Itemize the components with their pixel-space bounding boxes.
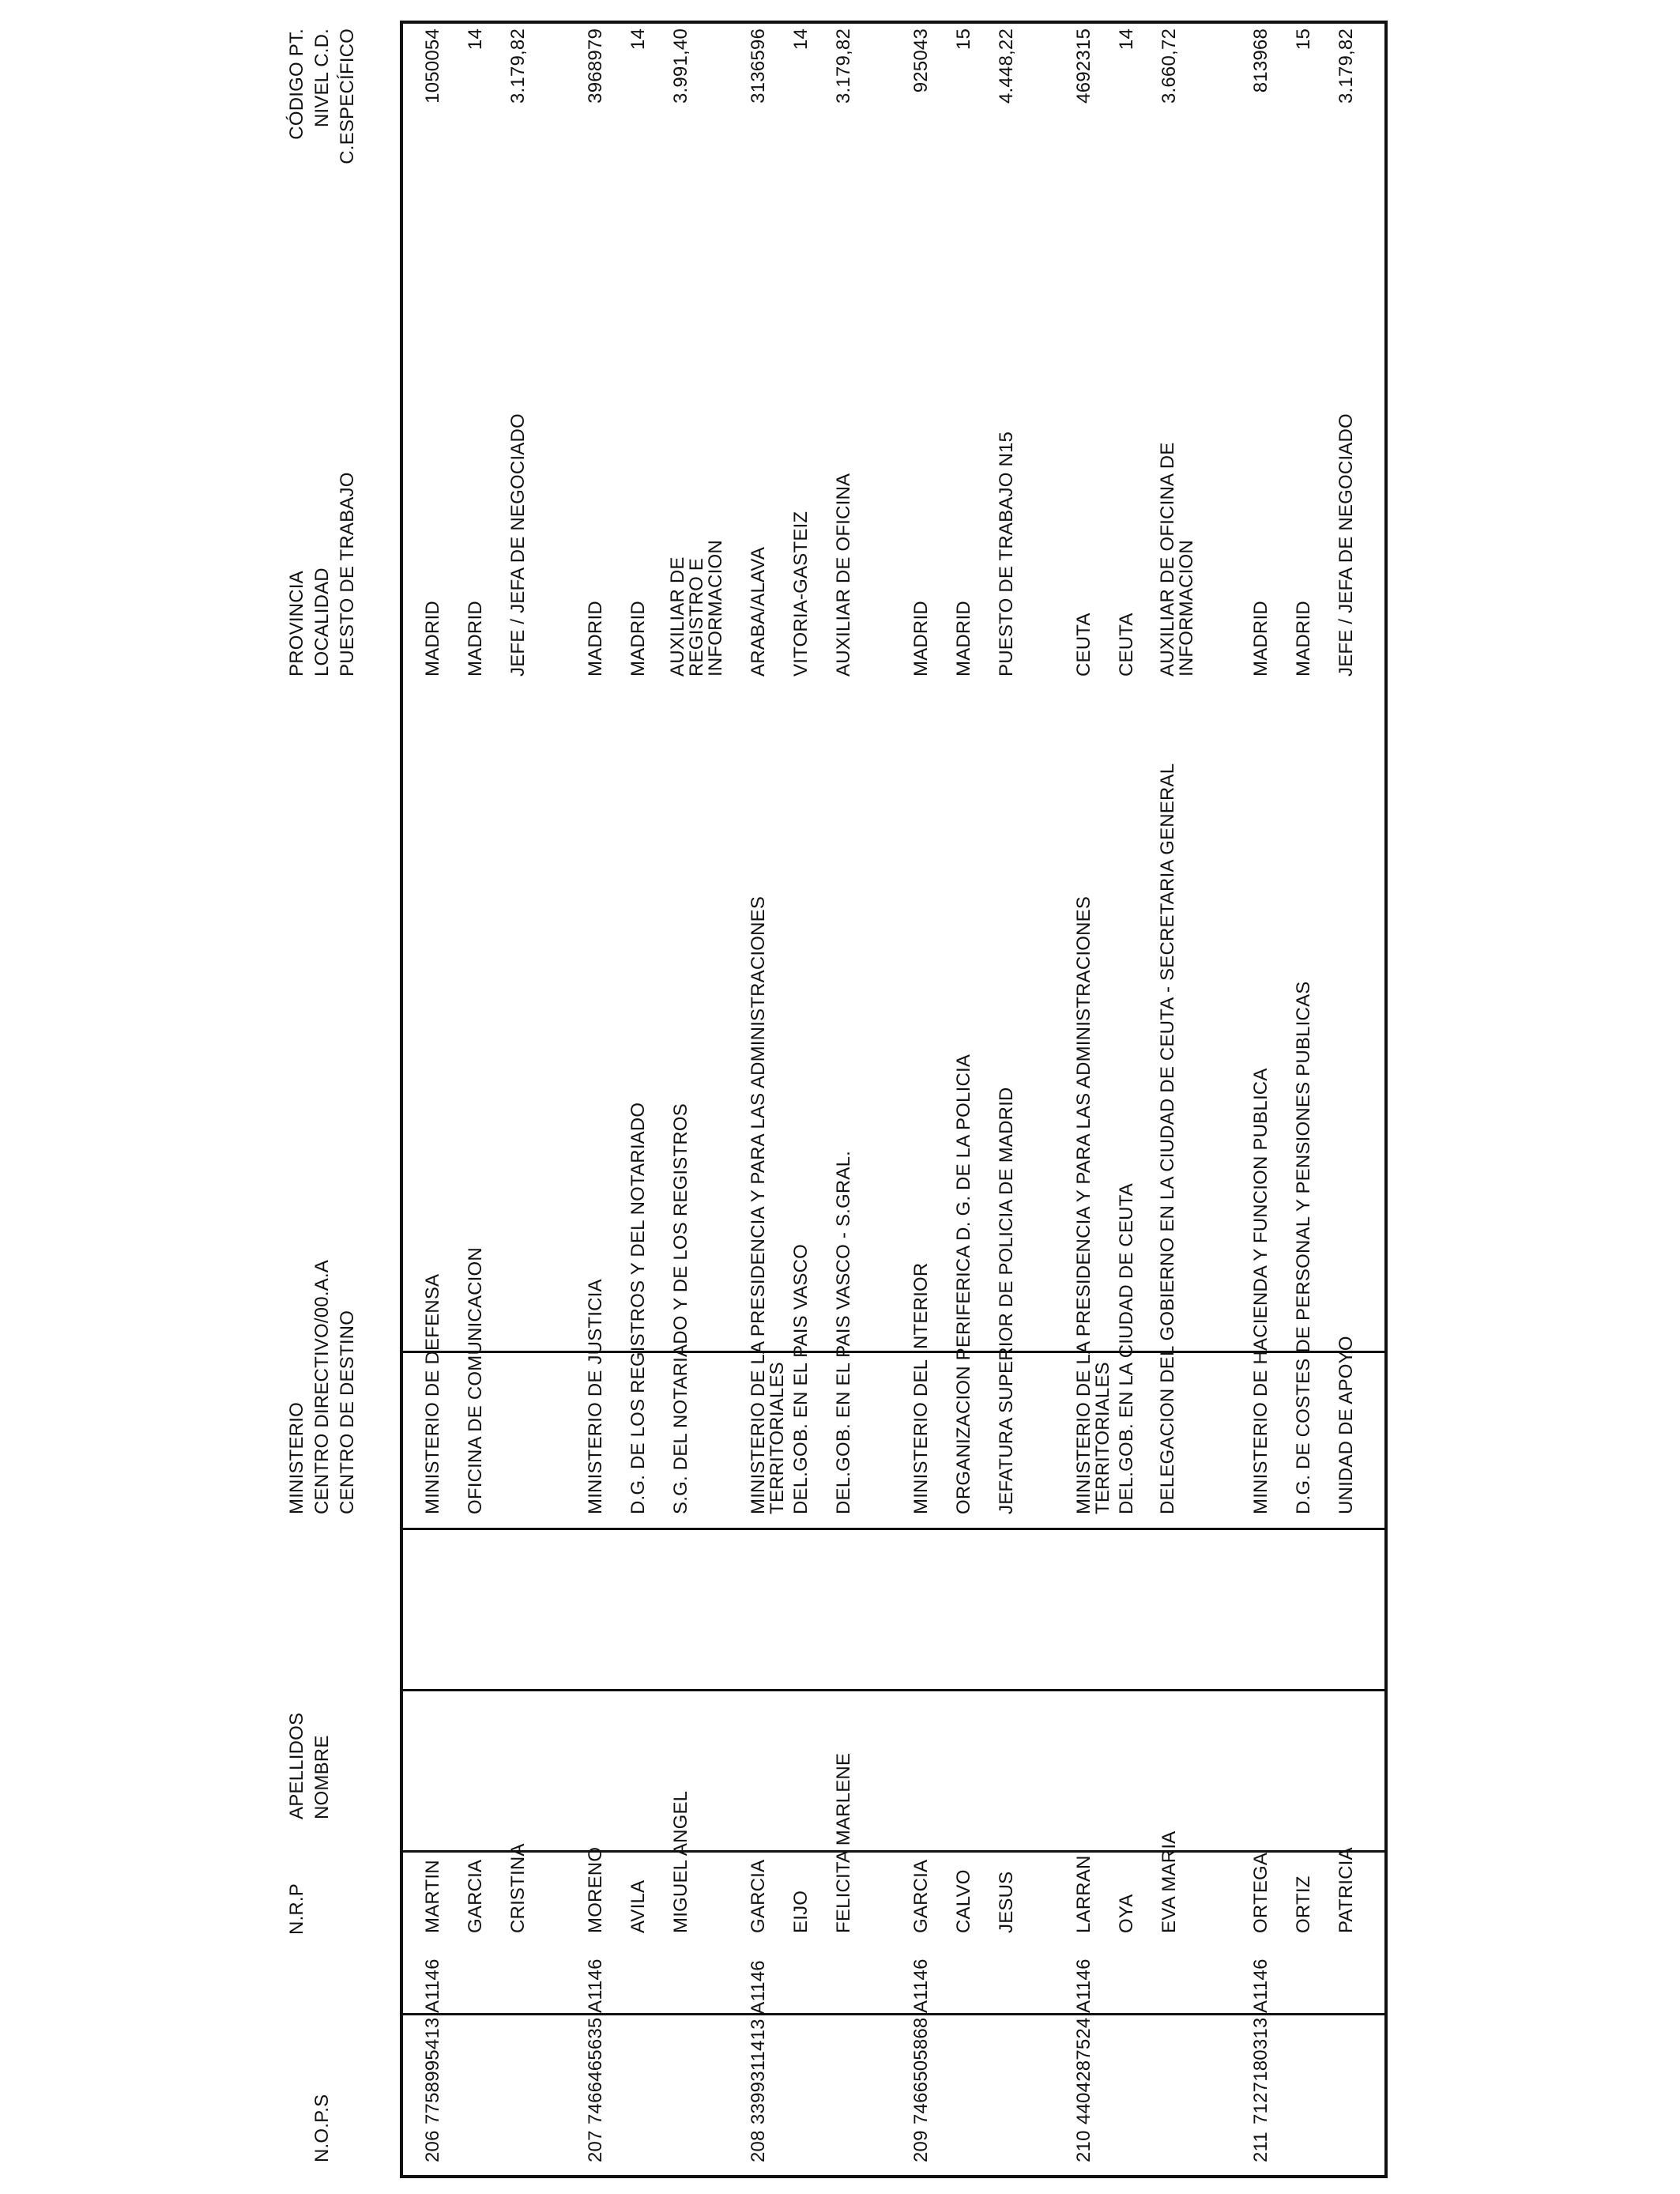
row-nrp: 7127180313 A1146 bbox=[1250, 1958, 1271, 2124]
row-apellido2: AVILA bbox=[627, 1879, 649, 1933]
header-ministerio: MINISTERIO bbox=[286, 1401, 307, 1514]
row-ministerio: MINISTERIO DE JUSTICIA bbox=[585, 1279, 606, 1514]
row-nrp: 7466505868 A1146 bbox=[910, 1958, 932, 2124]
row-puesto: AUXILIAR DE REGISTRO E INFORMACION bbox=[667, 540, 726, 677]
row-nops: 210 bbox=[1073, 2130, 1094, 2162]
row-centro-directivo: D.G. DE LOS REGISTROS Y DEL NOTARIADO bbox=[627, 1102, 649, 1514]
row-nops: 207 bbox=[585, 2130, 606, 2162]
row-apellido2: GARCIA bbox=[465, 1859, 486, 1933]
header-apellidos: APELLIDOS bbox=[286, 1712, 307, 1819]
row-nops: 211 bbox=[1250, 2132, 1271, 2162]
row-codigo: 1050054 bbox=[422, 28, 443, 104]
row-especifico: 3.991,40 bbox=[670, 28, 691, 104]
row-especifico: 4.448,22 bbox=[996, 28, 1017, 104]
row-nops: 206 bbox=[422, 2130, 443, 2162]
row-centro-directivo: OFICINA DE COMUNICACION bbox=[465, 1247, 486, 1514]
row-apellido1: GARCIA bbox=[748, 1859, 769, 1933]
header-especifico: C.ESPECÍFICO bbox=[337, 28, 358, 164]
row-ministerio: MINISTERIO DE LA PRESIDENCIA Y PARA LAS ADMINISTRACIONES TERRITORIALES bbox=[1073, 895, 1113, 1514]
row-centro-destino: S.G. DEL NOTARIADO Y DE LOS REGISTROS bbox=[670, 1103, 691, 1514]
header-puesto: PUESTO DE TRABAJO bbox=[337, 472, 358, 677]
row-nrp: 3399311413 A1146 bbox=[748, 1960, 769, 2124]
row-nombre: MIGUEL ANGEL bbox=[670, 1790, 691, 1933]
row-nombre: JESUS bbox=[996, 1871, 1017, 1933]
header-localidad: LOCALIDAD bbox=[311, 567, 333, 677]
row-centro-destino: DEL.GOB. EN EL PAIS VASCO - S.GRAL. bbox=[833, 1150, 854, 1514]
row-puesto: AUXILIAR DE OFICINA DE INFORMACION bbox=[1157, 442, 1197, 677]
row-centro-directivo: DEL.GOB. EN LA CIUDAD DE CEUTA bbox=[1116, 1183, 1137, 1514]
row-centro-directivo: D.G. DE COSTES DE PERSONAL Y PENSIONES PUBLICAS bbox=[1293, 981, 1314, 1514]
row-provincia: CEUTA bbox=[1073, 613, 1094, 677]
row-nivel: 15 bbox=[953, 28, 974, 51]
row-centro-destino: DELEGACION DEL GOBIERNO EN LA CIUDAD DE CEUTA - SECRETARIA GENERAL bbox=[1157, 763, 1178, 1514]
row-provincia: MADRID bbox=[422, 601, 443, 677]
row-localidad: CEUTA bbox=[1116, 613, 1137, 677]
row-puesto: AUXILIAR DE OFICINA bbox=[833, 473, 854, 677]
row-provincia: ARABA/ALAVA bbox=[748, 546, 769, 677]
header-centro-directivo: CENTRO DIRECTIVO/00.A.A bbox=[311, 1260, 333, 1514]
header-provincia: PROVINCIA bbox=[286, 571, 307, 677]
table-border bbox=[400, 21, 1388, 2178]
row-especifico: 3.660,72 bbox=[1158, 28, 1180, 104]
row-codigo: 813968 bbox=[1250, 28, 1271, 93]
row-separator bbox=[400, 1528, 1388, 1530]
row-nombre: PATRICIA bbox=[1335, 1847, 1357, 1933]
header-nops: N.O.P.S bbox=[311, 2094, 333, 2162]
row-nrp: 7758995413 A1146 bbox=[422, 1958, 443, 2124]
row-localidad: VITORIA-GASTEIZ bbox=[790, 511, 812, 677]
row-codigo: 4692315 bbox=[1073, 28, 1094, 104]
row-codigo: 925043 bbox=[910, 28, 932, 93]
row-apellido1: MORENO bbox=[585, 1846, 606, 1933]
row-ministerio: MINISTERIO DEL INTERIOR bbox=[910, 1262, 932, 1514]
row-apellido2: ORTIZ bbox=[1293, 1875, 1314, 1933]
row-centro-destino: JEFATURA SUPERIOR DE POLICIA DE MADRID bbox=[996, 1087, 1017, 1514]
row-separator bbox=[400, 1689, 1388, 1691]
header-centro-destino: CENTRO DE DESTINO bbox=[337, 1310, 358, 1514]
row-centro-directivo: DEL.GOB. EN EL PAIS VASCO bbox=[790, 1244, 812, 1514]
row-ministerio: MINISTERIO DE LA PRESIDENCIA Y PARA LAS ADMINISTRACIONES TERRITORIALES bbox=[748, 895, 788, 1514]
row-apellido1: LARRAN bbox=[1073, 1855, 1094, 1933]
row-codigo: 3968979 bbox=[585, 28, 606, 104]
header-nrp: N.R.P bbox=[286, 1883, 307, 1935]
row-apellido1: GARCIA bbox=[910, 1859, 932, 1933]
header-codigo: CÓDIGO PT. bbox=[286, 28, 307, 140]
row-nombre: FELICITA MARLENE bbox=[833, 1752, 854, 1933]
row-apellido1: MARTIN bbox=[422, 1860, 443, 1933]
row-puesto: PUESTO DE TRABAJO N15 bbox=[996, 431, 1017, 677]
row-separator bbox=[400, 1351, 1388, 1353]
row-nivel: 14 bbox=[790, 28, 812, 51]
row-especifico: 3.179,82 bbox=[507, 28, 529, 104]
row-nops: 208 bbox=[748, 2130, 769, 2162]
row-nivel: 14 bbox=[465, 28, 486, 51]
row-especifico: 3.179,82 bbox=[833, 28, 854, 104]
row-nivel: 14 bbox=[627, 28, 649, 51]
row-ministerio: MINISTERIO DE HACIENDA Y FUNCION PUBLICA bbox=[1250, 1068, 1271, 1514]
row-nombre: CRISTINA bbox=[507, 1843, 529, 1933]
row-provincia: MADRID bbox=[585, 601, 606, 677]
row-codigo: 3136596 bbox=[748, 28, 769, 104]
row-apellido2: CALVO bbox=[953, 1869, 974, 1933]
row-nrp: 4404287524 A1146 bbox=[1073, 1958, 1094, 2124]
row-centro-directivo: ORGANIZACION PERIFERICA D. G. DE LA POLICIA bbox=[953, 1054, 974, 1514]
row-localidad: MADRID bbox=[627, 601, 649, 677]
row-ministerio: MINISTERIO DE DEFENSA bbox=[422, 1273, 443, 1514]
row-localidad: MADRID bbox=[465, 601, 486, 677]
row-nombre: EVA MARIA bbox=[1158, 1830, 1180, 1933]
row-puesto: JEFE / JEFA DE NEGOCIADO bbox=[1335, 413, 1357, 677]
row-provincia: MADRID bbox=[1250, 601, 1271, 677]
header-nombre: NOMBRE bbox=[311, 1735, 333, 1819]
row-nivel: 15 bbox=[1293, 28, 1314, 51]
header-nivel: NIVEL C.D. bbox=[311, 28, 333, 128]
row-separator bbox=[400, 1850, 1388, 1853]
row-apellido2: OYA bbox=[1116, 1894, 1137, 1933]
row-localidad: MADRID bbox=[1293, 601, 1314, 677]
row-especifico: 3.179,82 bbox=[1335, 28, 1357, 104]
row-separator bbox=[400, 2176, 1388, 2178]
row-nops: 209 bbox=[910, 2130, 932, 2162]
row-puesto: JEFE / JEFA DE NEGOCIADO bbox=[507, 413, 529, 677]
row-nrp: 7466465635 A1146 bbox=[585, 1958, 606, 2124]
row-centro-destino: UNIDAD DE APOYO bbox=[1335, 1336, 1357, 1514]
row-provincia: MADRID bbox=[910, 601, 932, 677]
row-nivel: 14 bbox=[1116, 28, 1137, 51]
row-localidad: MADRID bbox=[953, 601, 974, 677]
row-apellido2: EIJO bbox=[790, 1890, 812, 1933]
row-separator bbox=[400, 2013, 1388, 2015]
row-apellido1: ORTEGA bbox=[1250, 1852, 1271, 1933]
